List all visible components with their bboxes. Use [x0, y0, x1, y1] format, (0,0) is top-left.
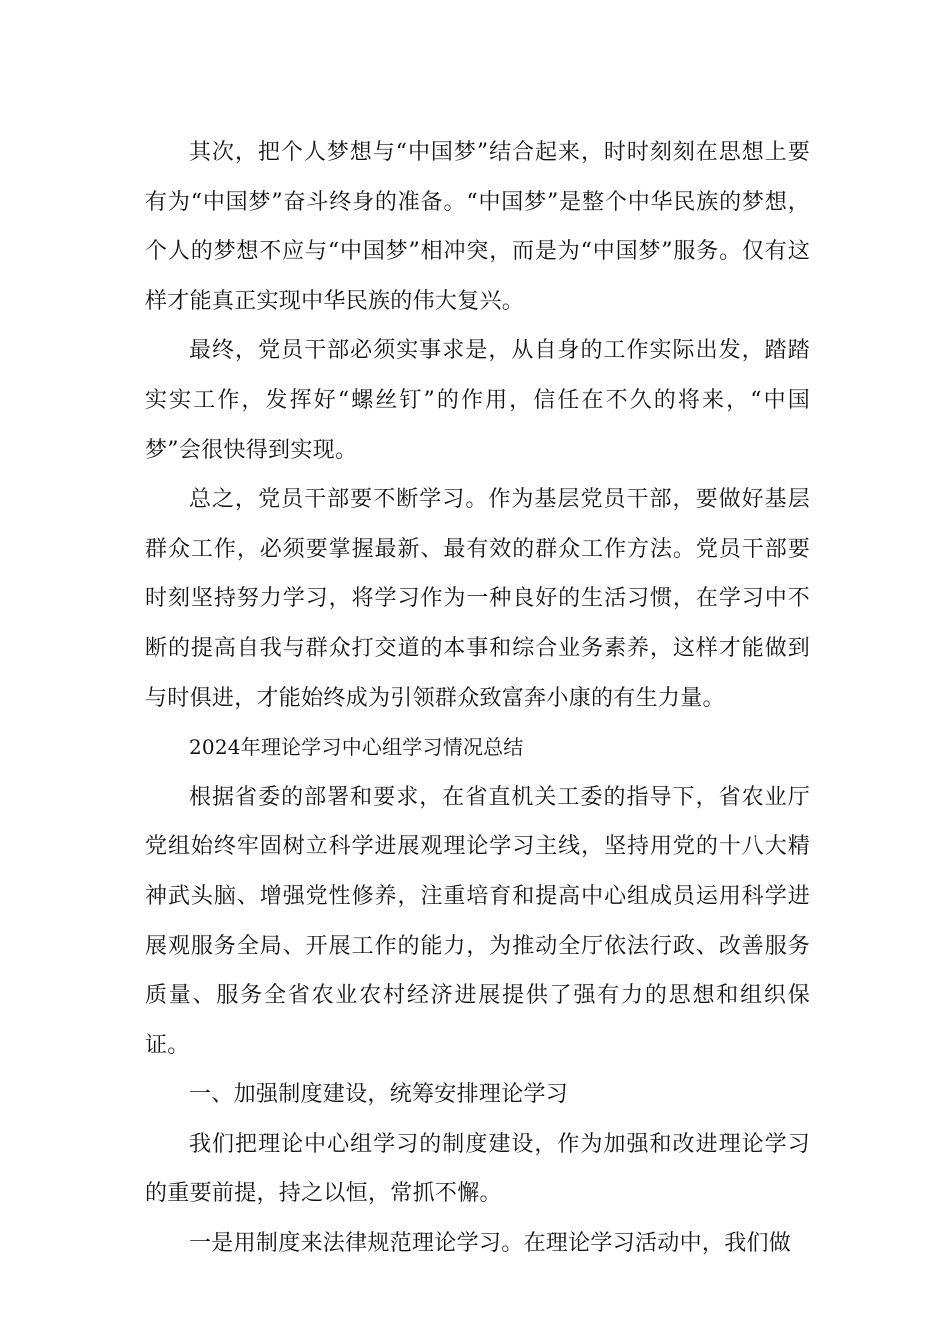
paragraph-finally: 最终，党员干部必须实事求是，从自身的工作实际出发，踏踏实实工作，发挥好“螺丝钉”的作用，信任在不久的将来，“中国梦”会很快得到实现。	[145, 338, 810, 463]
paragraph-in-summary: 总之，党员干部要不断学习。作为基层党员干部，要做好基层群众工作，必须要掌握最新、最有效的群众工作方法。党员干部要时刻坚持努力学习，将学习作为一种良好的生活习惯，在学习中不断的提高自我与群众打交道的本事和综合业务素养，这样才能做到与时俱进，才能始终成为引领群众致富奔小康的有生力量。	[145, 487, 810, 711]
paragraph-second: 其次，把个人梦想与“中国梦”结合起来，时时刻刻在思想上要有为“中国梦”奋斗终身的准备。“中国梦”是整个中华民族的梦想，个人的梦想不应与“中国梦”相冲突，而是为“中国梦”服务。仅有这样才能真正实现中华民族的伟大复兴。	[145, 140, 810, 314]
section-title: 2024年理论学习中心组学习情况总结	[189, 735, 524, 760]
paragraph-intro: 根据省委的部署和要求，在省直机关工委的指导下，省农业厅党组始终牢固树立科学进展观理论学习主线，坚持用党的十八大精神武头脑、增强党性修养，注重培育和提高中心组成员运用科学进展观服务全局、开展工作的能力，为推动全厅依法行政、改善服务质量、服务全省农业农村经济进展提供了强有力的思想和组织保证。	[145, 784, 810, 1058]
document-body	[145, 128, 810, 1269]
paragraph-point-one: 一是用制度来法律规范理论学习。在理论学习活动中，我们做	[189, 1231, 792, 1257]
paragraph-system-building: 我们把理论中心组学习的制度建设，作为加强和改进理论学习的重要前提，持之以恒，常抓不懈。	[145, 1131, 810, 1207]
section-heading-one: 一、加强制度建设，统筹安排理论学习	[189, 1082, 569, 1108]
